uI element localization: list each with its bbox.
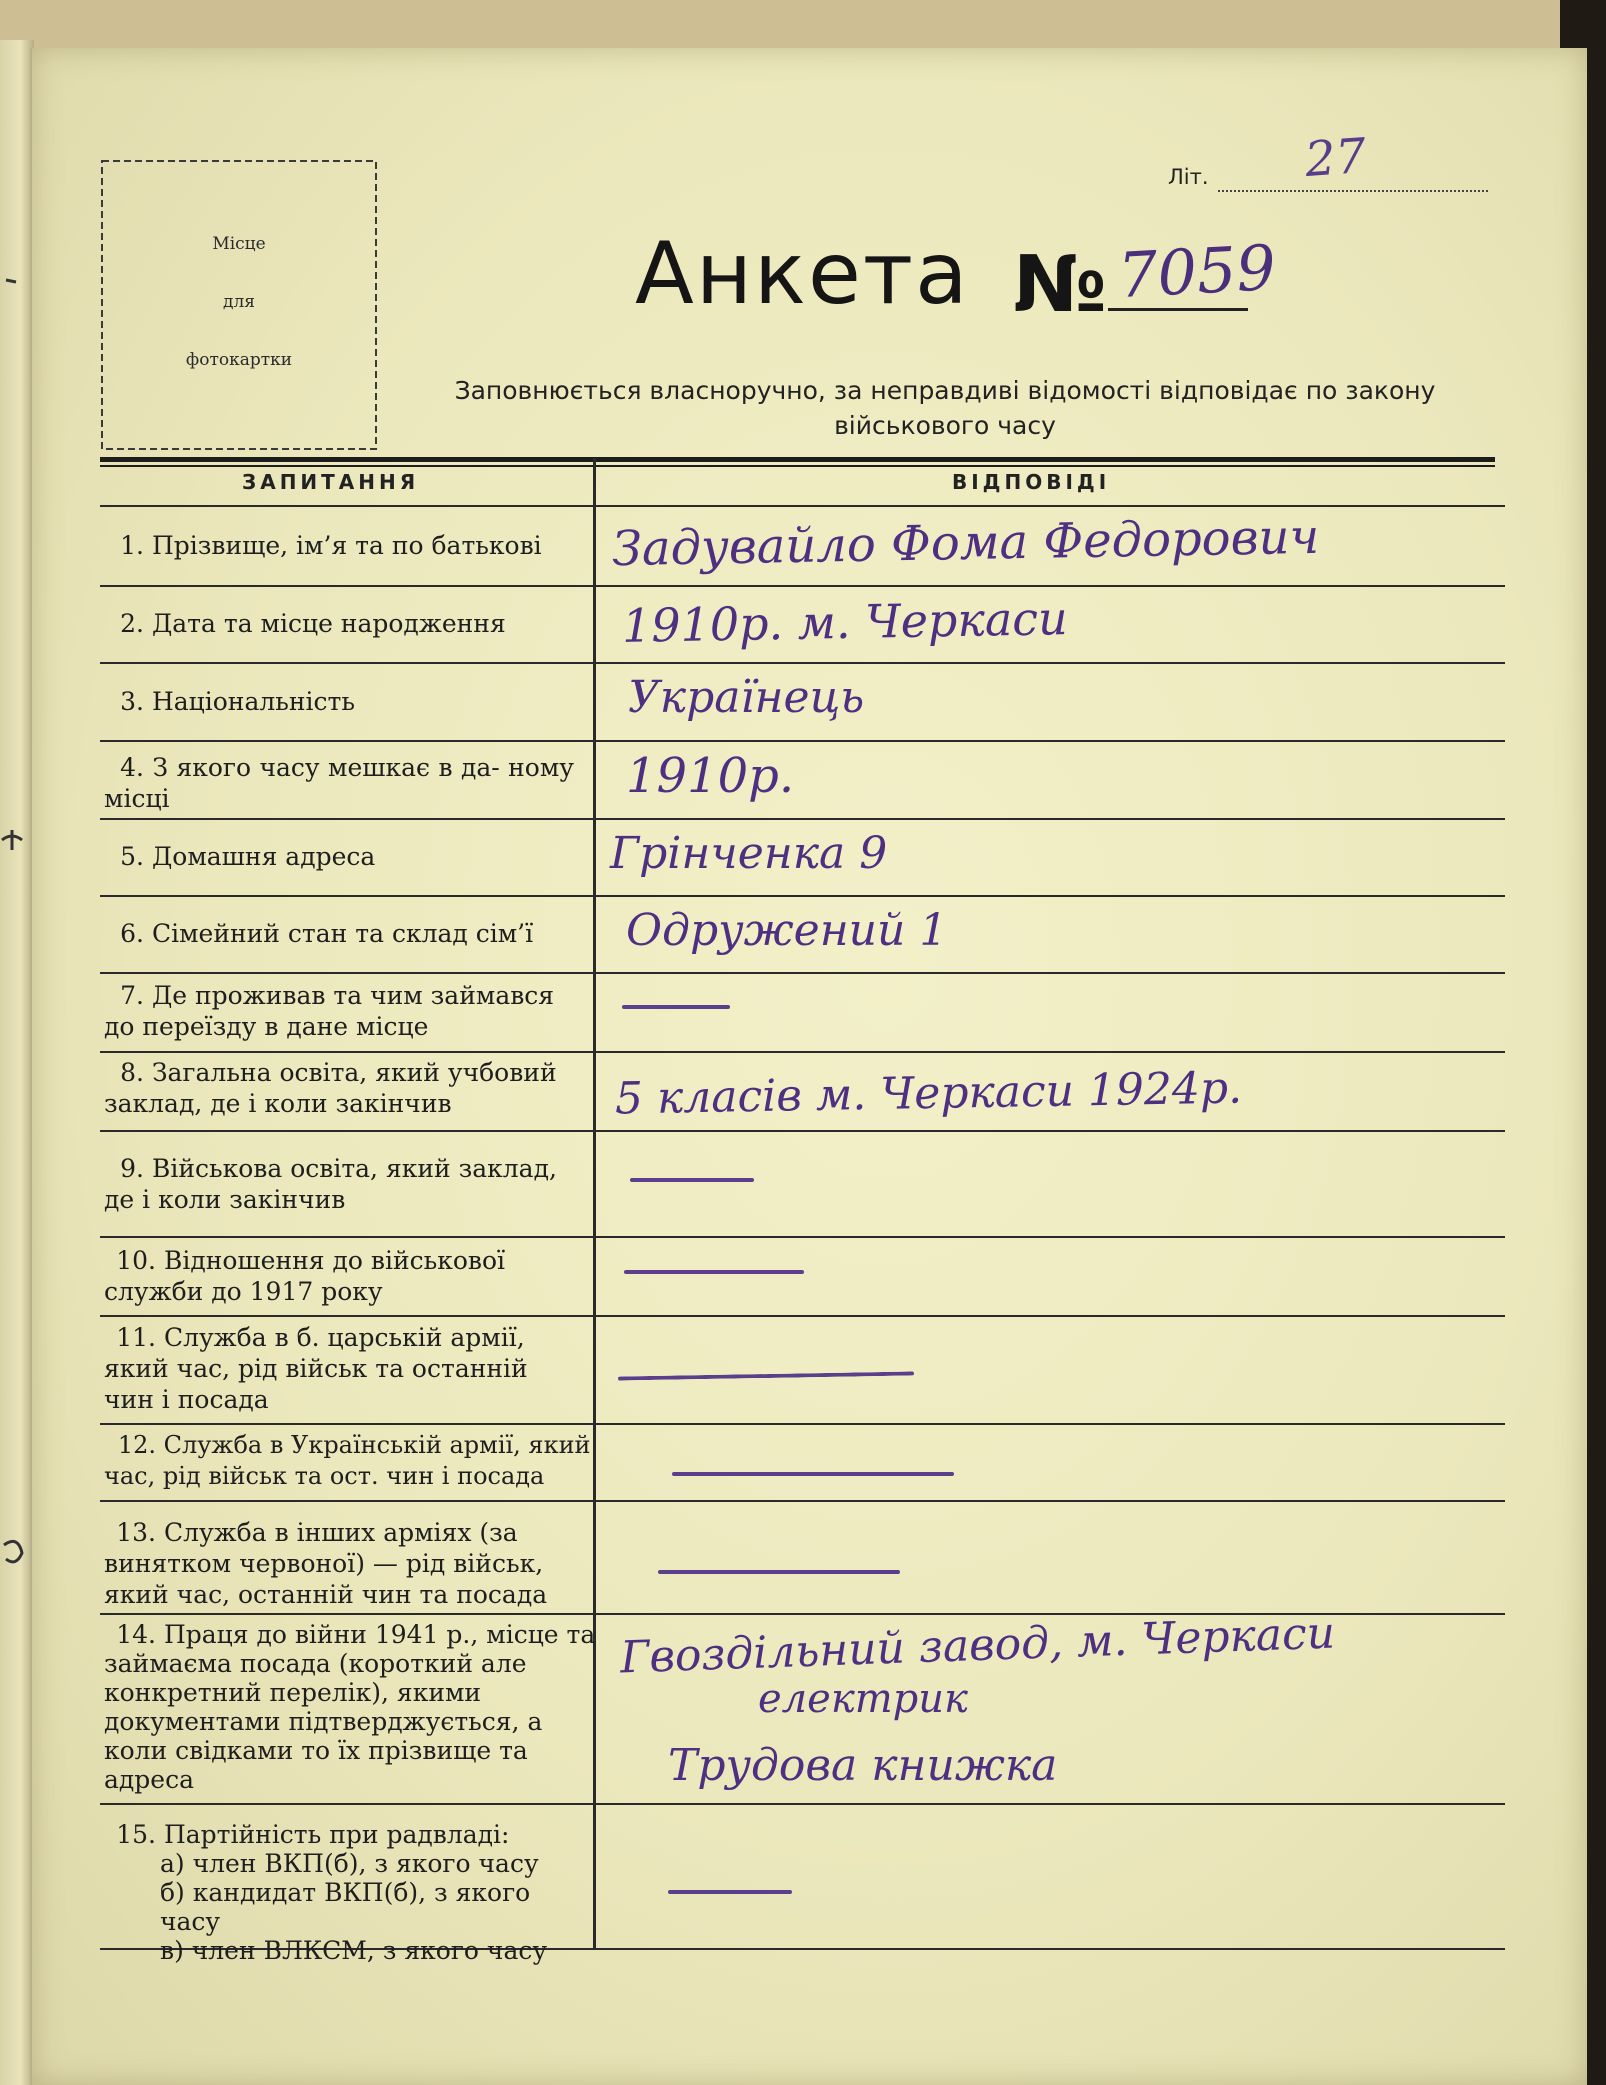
question-8: 8. Загальна освіта, який учбовий заклад, де і коли закінчив bbox=[104, 1058, 557, 1118]
question-14: 14. Праця до війни 1941 р., місце та займаєма посада (короткий але конкретний перелік), якими документами підтверджується, а коли свідками то їх прізвище та адреса bbox=[104, 1620, 596, 1794]
answer-14-line-3: Трудова книжка bbox=[668, 1740, 1058, 1791]
answer-13-blank-dash bbox=[658, 1570, 900, 1574]
question-11: 11. Служба в б. царській армії, який час, рід військ та останній чин і посада bbox=[104, 1323, 528, 1414]
question-5: 5. Домашня адреса bbox=[120, 842, 376, 871]
question-4: 4. З якого часу мешкає в да- ному місці bbox=[104, 753, 575, 813]
lit-underline bbox=[1218, 190, 1488, 192]
answer-9-blank-dash bbox=[630, 1178, 754, 1182]
question-12: 12. Служба в Українській армії, який час, рід військ та ост. чин і посада bbox=[104, 1431, 591, 1490]
row-divider bbox=[100, 1423, 1505, 1425]
answer-7-blank-dash bbox=[622, 1005, 730, 1009]
row-divider bbox=[100, 505, 1505, 507]
row-divider bbox=[100, 585, 1505, 587]
lit-label: Літ. bbox=[1168, 165, 1209, 189]
row-divider bbox=[100, 1500, 1505, 1502]
row-divider bbox=[100, 740, 1505, 742]
form-subtitle: Заповнюється власноручно, за неправдиві відомості відповідає по закону військового часу bbox=[454, 376, 1436, 440]
table-top-rule bbox=[100, 457, 1495, 462]
form-number: 7059 bbox=[1116, 230, 1278, 313]
adjacent-page-marks bbox=[0, 40, 34, 2085]
row-divider bbox=[100, 972, 1505, 974]
question-6: 6. Сімейний стан та склад сім’ї bbox=[120, 919, 534, 948]
table-top-rule-thin bbox=[100, 465, 1495, 467]
answer-10-blank-dash bbox=[624, 1270, 804, 1274]
question-15: 15. Партійність при радвладі: а) член ВКП(б), з якого часу б) кандидат ВКП(б), з якого часу в) член ВЛКСМ, з якого часу bbox=[116, 1820, 548, 1965]
photo-placeholder-box bbox=[98, 157, 380, 453]
answer-5: Грінченка 9 bbox=[610, 828, 888, 879]
row-divider bbox=[100, 1051, 1505, 1053]
photo-box-line-1: Місце bbox=[212, 234, 266, 254]
column-header-questions: ЗАПИТАННЯ bbox=[242, 470, 420, 494]
adjacent-page bbox=[0, 40, 34, 2085]
form-title: Анкета bbox=[635, 224, 970, 324]
row-divider bbox=[100, 818, 1505, 820]
row-divider bbox=[100, 1803, 1505, 1805]
answer-3: Українець bbox=[628, 672, 865, 723]
photo-box-line-2: для bbox=[223, 292, 255, 312]
answer-15-blank-dash bbox=[668, 1890, 792, 1894]
number-sign: № bbox=[1013, 240, 1107, 330]
question-2: 2. Дата та місце народження bbox=[120, 609, 506, 638]
row-divider bbox=[100, 1236, 1505, 1238]
answer-1: Задувайло Фома Федорович bbox=[611, 508, 1320, 578]
row-divider bbox=[100, 895, 1505, 897]
question-1: 1. Прізвище, ім’я та по батькові bbox=[120, 531, 542, 560]
question-9: 9. Військова освіта, який заклад, де і коли закінчив bbox=[104, 1154, 557, 1214]
answer-4: 1910р. bbox=[626, 748, 795, 804]
answer-12-blank-dash bbox=[672, 1472, 954, 1476]
answer-14-line-2: електрик bbox=[758, 1676, 968, 1722]
lit-value: 27 bbox=[1303, 127, 1368, 189]
row-divider bbox=[100, 1130, 1505, 1132]
answer-8: 5 класів м. Черкаси 1924р. bbox=[614, 1062, 1243, 1125]
answer-2: 1910р. м. Черкаси bbox=[621, 591, 1069, 653]
question-3: 3. Національність bbox=[120, 687, 355, 716]
question-7: 7. Де проживав та чим займався до переїзду в дане місце bbox=[104, 981, 555, 1041]
column-header-answers: ВІДПОВІДІ bbox=[952, 470, 1111, 494]
question-10: 10. Відношення до військової служби до 1917 року bbox=[104, 1246, 506, 1306]
answer-6: Одружений 1 bbox=[626, 905, 948, 956]
photo-box-line-3: фотокартки bbox=[185, 350, 293, 370]
row-divider bbox=[100, 662, 1505, 664]
row-divider bbox=[100, 1315, 1505, 1317]
question-13: 13. Служба в інших арміях (за винятком червоної) — рід військ, який час, останній чин та посада bbox=[104, 1518, 548, 1609]
answer-14-line-1: Гвоздільний завод, м. Черкаси bbox=[619, 1607, 1336, 1684]
